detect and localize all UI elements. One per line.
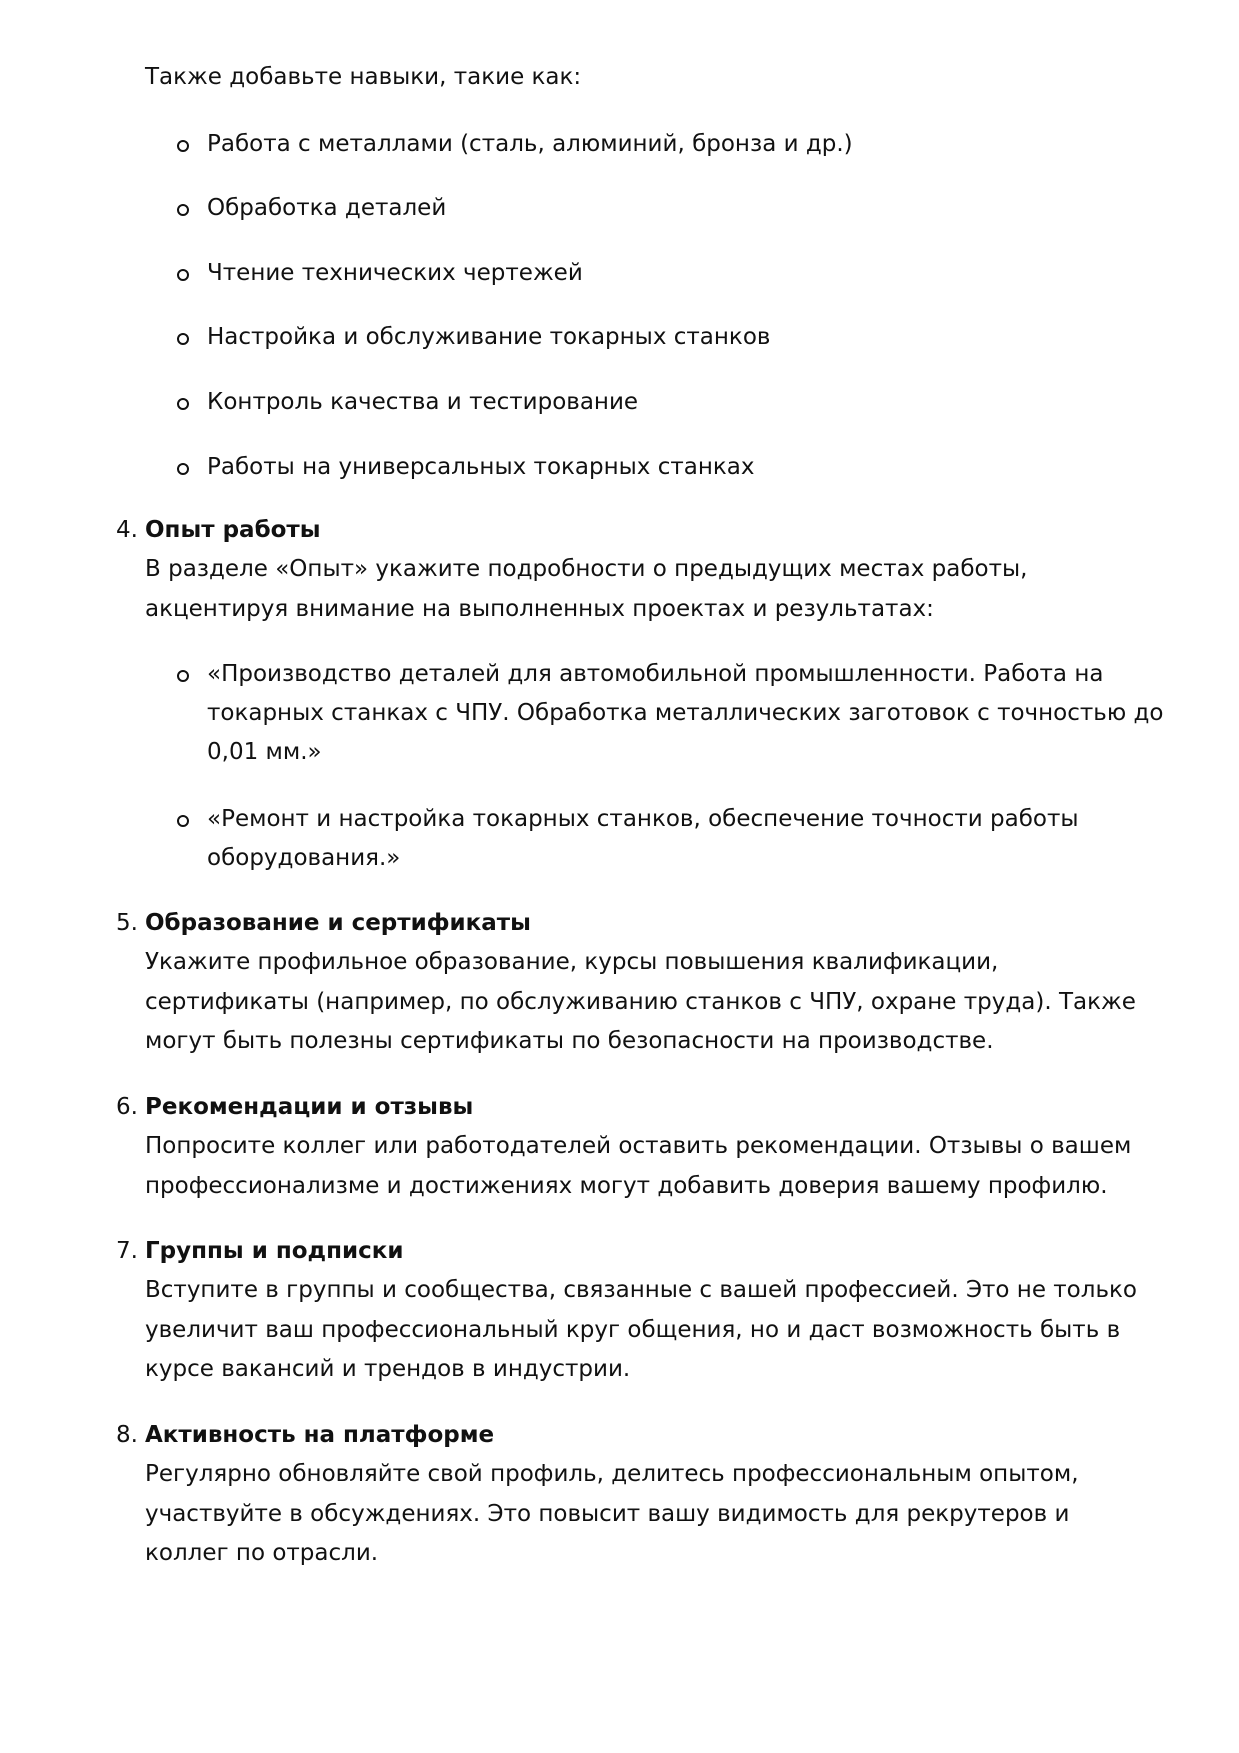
section-number: 5. — [116, 910, 138, 936]
section-body: Вступите в группы и сообщества, связанные с вашей профессией. Это не только увеличит ваш профессиональный круг общения, но и даст возможность быть в курсе вакансий и трендов в индустрии. — [145, 1277, 1137, 1382]
skill-text: Контроль качества и тестирование — [207, 389, 639, 415]
skill-text: Чтение технических чертежей — [207, 260, 583, 286]
bullet-circle-icon — [177, 204, 189, 216]
section-body: Регулярно обновляйте свой профиль, делитесь профессиональным опытом, участвуйте в обсуждениях. Это повысит вашу видимость для рекрутеров и коллег по отрасли. — [145, 1461, 1079, 1566]
section-body: Укажите профильное образование, курсы повышения квалификации, сертификаты (например, по обслуживанию станков с ЧПУ, охране труда). Также могут быть полезны сертификаты по безопасности на производстве. — [145, 949, 1136, 1054]
skill-text: Работа с металлами (сталь, алюминий, бронза и др.) — [207, 131, 853, 157]
skill-text: Настройка и обслуживание токарных станков — [207, 324, 771, 350]
bullet-circle-icon — [177, 398, 189, 410]
section-title: Образование и сертификаты — [145, 910, 531, 936]
section-number: 6. — [116, 1094, 138, 1120]
bullet-circle-icon — [177, 815, 189, 827]
section-body: Попросите коллег или работодателей оставить рекомендации. Отзывы о вашем профессионализме и достижениях могут добавить доверия вашему профилю. — [145, 1133, 1132, 1199]
section-title: Активность на платформе — [145, 1422, 495, 1448]
section-title: Группы и подписки — [145, 1238, 404, 1264]
bullet-circle-icon — [177, 463, 189, 475]
experience-example-text: «Производство деталей для автомобильной промышленности. Работа на токарных станках с ЧПУ. Обработка металлических заготовок с точностью до 0,01 мм.» — [207, 661, 1164, 765]
section-number: 7. — [116, 1238, 138, 1264]
section-number: 4. — [116, 517, 138, 543]
section-number: 8. — [116, 1422, 138, 1448]
bullet-circle-icon — [177, 670, 189, 682]
section-title: Рекомендации и отзывы — [145, 1094, 474, 1120]
skill-text: Обработка деталей — [207, 195, 447, 221]
skills-intro: Также добавьте навыки, такие как: — [145, 64, 582, 90]
section-title: Опыт работы — [145, 517, 321, 543]
bullet-circle-icon — [177, 269, 189, 281]
bullet-circle-icon — [177, 333, 189, 345]
section-body: В разделе «Опыт» укажите подробности о предыдущих местах работы, акцентируя внимание на выполненных проектах и результатах: — [145, 556, 1028, 622]
bullet-circle-icon — [177, 140, 189, 152]
skill-text: Работы на универсальных токарных станках — [207, 454, 755, 480]
experience-example-text: «Ремонт и настройка токарных станков, обеспечение точности работы оборудования.» — [207, 806, 1079, 871]
